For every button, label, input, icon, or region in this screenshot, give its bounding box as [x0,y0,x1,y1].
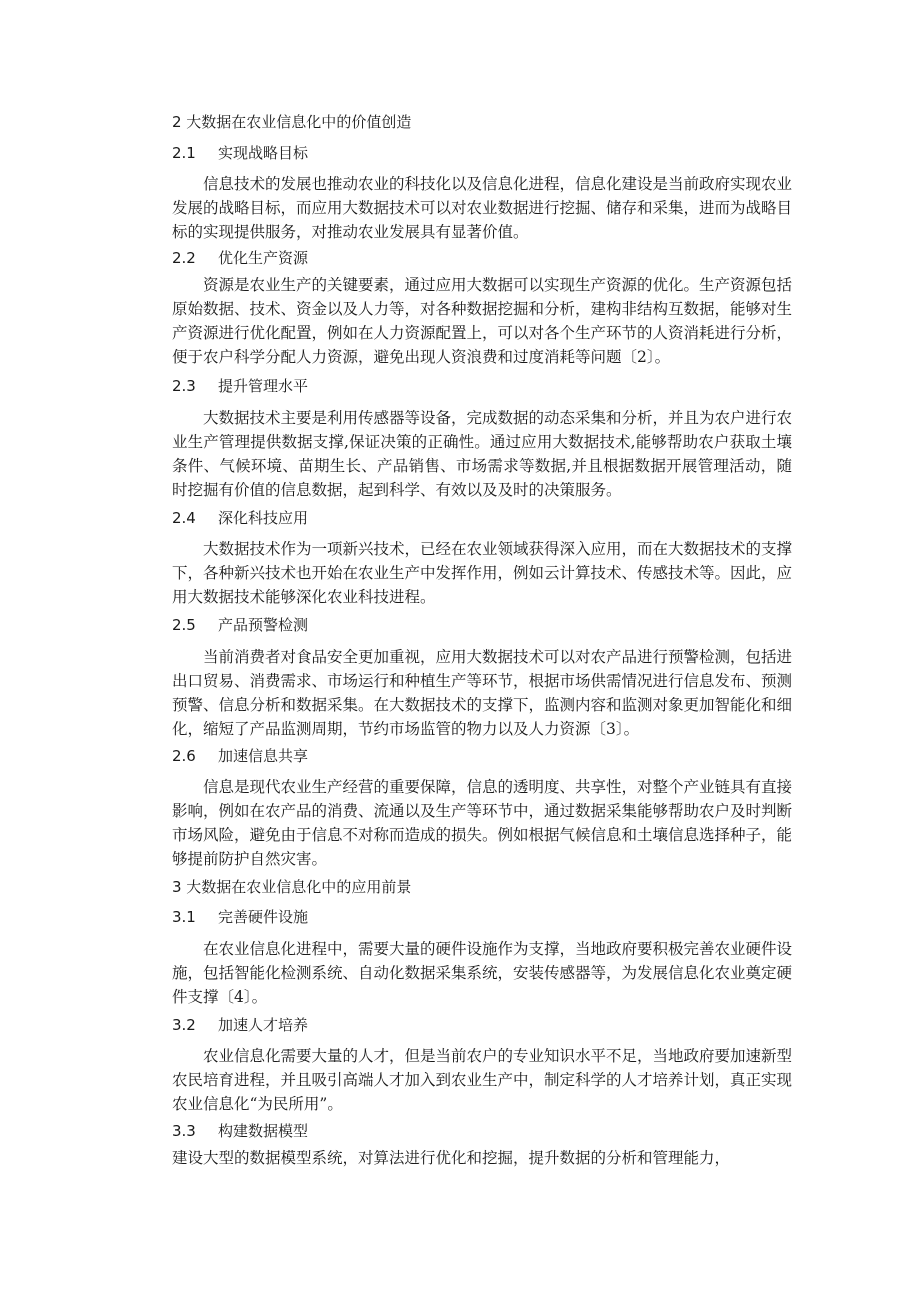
section-heading-2: 2 大数据在农业信息化中的价值创造 [172,113,412,131]
paragraph-3-1: 在农业信息化进程中，需要大量的硬件设施作为支撑，当地政府要积极完善农业硬件设施，包括智能化检测系统、自动化数据采集系统，安装传感器等，为发展信息化农业奠定硬件支撑〔4〕。 [172,940,793,1006]
subsection-heading-2-5 [172,615,308,635]
paragraph-2-3: 大数据技术主要是利用传感器等设备，完成数据的动态采集和分析，并且为农户进行农业生产管理提供数据支撑,保证决策的正确性。通过应用大数据技术,能够帮助农户获取土壤条件、气候环境、苗期生长、产品销售、市场需求等数据,并且根据数据开展管理活动，随时挖掘有价值的信息数据，起到科学、有效以及及时的决策服务。 [172,409,793,499]
subsection-heading-3-3 [172,1121,308,1141]
subsection-title: 优化生产资源 [218,249,309,267]
subsection-title: 深化科技应用 [218,509,309,527]
subsection-heading-3-2 [172,1015,308,1035]
subsection-title: 加速人才培养 [218,1016,309,1034]
subsection-number: 3.3 [172,1122,196,1140]
subsection-number: 2.2 [172,249,196,267]
subsection-title: 加速信息共享 [218,747,309,765]
subsection-number: 2.3 [172,377,196,395]
subsection-heading-2-4 [172,508,308,528]
subsection-number: 2.4 [172,509,196,527]
subsection-heading-2-1 [172,143,308,163]
subsection-title: 提升管理水平 [218,377,309,395]
paragraph-2-4: 大数据技术作为一项新兴技术，已经在农业领域获得深入应用，而在大数据技术的支撑下，各种新兴技术也开始在农业生产中发挥作用，例如云计算技术、传感技术等。因此，应用大数据技术能够深化农业科技进程。 [172,540,793,606]
paragraph-2-5: 当前消费者对食品安全更加重视，应用大数据技术可以对农产品进行预警检测，包括进出口贸易、消费需求、市场运行和种植生产等环节，根据市场供需情况进行信息发布、预测预警、信息分析和数据采集。在大数据技术的支撑下，监测内容和监测对象更加智能化和细化，缩短了产品监测周期，节约市场监管的物力以及人力资源〔3〕。 [172,648,793,738]
subsection-title: 产品预警检测 [218,616,309,634]
section-heading-3: 3 大数据在农业信息化中的应用前景 [172,878,412,896]
paragraph-2-1: 信息技术的发展也推动农业的科技化以及信息化进程，信息化建设是当前政府实现农业发展的战略目标，而应用大数据技术可以对农业数据进行挖掘、储存和采集，进而为战略目标的实现提供服务，对推动农业发展具有显著价值。 [172,175,793,241]
paragraph-2-6: 信息是现代农业生产经营的重要保障，信息的透明度、共享性，对整个产业链具有直接影响，例如在农产品的消费、流通以及生产等环节中，通过数据采集能够帮助农户及时判断市场风险，避免由于信息不对称而造成的损失。例如根据气候信息和土壤信息选择种子，能够提前防护自然灾害。 [172,778,793,868]
subsection-number: 2.6 [172,747,196,765]
paragraph-3-3: 建设大型的数据模型系统，对算法进行优化和挖掘，提升数据的分析和管理能力， [172,1149,731,1167]
subsection-heading-2-3 [172,376,308,396]
subsection-number: 2.5 [172,616,196,634]
subsection-title: 完善硬件设施 [218,908,309,926]
subsection-heading-2-6 [172,746,308,766]
subsection-title: 构建数据模型 [218,1122,309,1140]
paragraph-2-2: 资源是农业生产的关键要素，通过应用大数据可以实现生产资源的优化。生产资源包括原始数据、技术、资金以及人力等，对各种数据挖掘和分析，建构非结构互数据，能够对生产资源进行优化配置，例如在人力资源配置上，可以对各个生产环节的人资消耗进行分析，便于农户科学分配人力资源，避免出现人资浪费和过度消耗等问题〔2〕。 [172,276,793,366]
subsection-heading-2-2 [172,248,308,268]
subsection-number: 3.2 [172,1016,196,1034]
subsection-title: 实现战略目标 [218,144,309,162]
subsection-heading-3-1 [172,907,308,927]
paragraph-3-2: 农业信息化需要大量的人才，但是当前农户的专业知识水平不足，当地政府要加速新型农民培育进程，并且吸引高端人才加入到农业生产中，制定科学的人才培养计划，真正实现农业信息化“为民所用”。 [172,1047,793,1113]
subsection-number: 3.1 [172,908,196,926]
subsection-number: 2.1 [172,144,196,162]
